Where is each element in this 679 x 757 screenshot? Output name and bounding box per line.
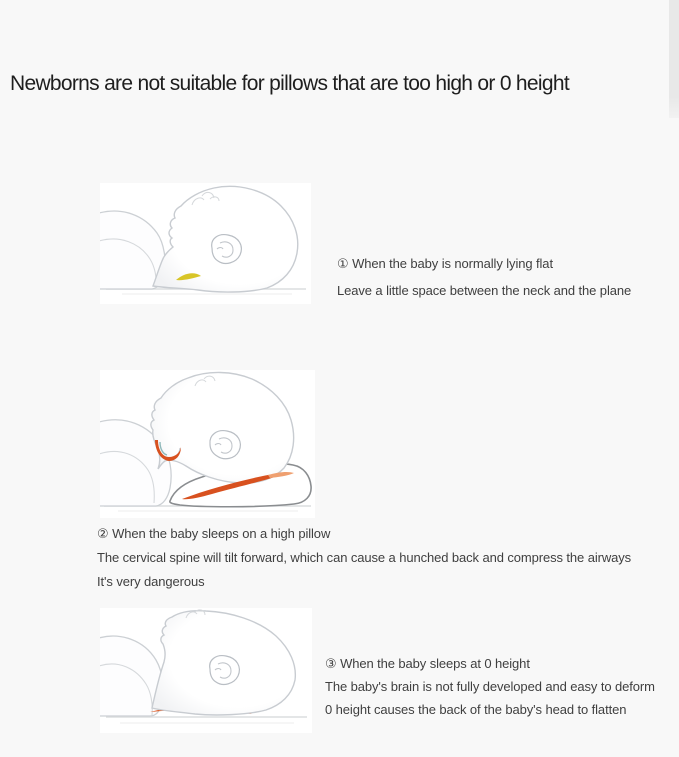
caption-zero-height bbox=[325, 652, 655, 721]
baby-head bbox=[153, 186, 298, 292]
caption-line: ② When the baby sleeps on a high pillow bbox=[97, 526, 331, 541]
caption-line: The baby's brain is not fully developed and easy to deform bbox=[325, 679, 655, 694]
baby-zero-height-drawing bbox=[100, 608, 312, 733]
baby-zero-height-illustration bbox=[100, 608, 312, 733]
caption-line: ③ When the baby sleeps at 0 height bbox=[325, 656, 530, 671]
page-title: Newborns are not suitable for pillows that are too high or 0 height bbox=[10, 72, 569, 95]
baby-high-pillow-drawing bbox=[100, 370, 315, 518]
caption-line: Leave a little space between the neck and the plane bbox=[337, 283, 632, 298]
caption-line: The cervical spine will tilt forward, which can cause a hunched back and compress the airways bbox=[97, 550, 632, 565]
caption-line: 0 height causes the back of the baby's head to flatten bbox=[325, 702, 627, 717]
baby-high-pillow-illustration bbox=[100, 370, 315, 518]
baby-lying-flat-drawing bbox=[100, 183, 311, 304]
caption-line: It's very dangerous bbox=[97, 574, 205, 589]
caption-high-pillow bbox=[97, 522, 631, 594]
caption-line: ① When the baby is normally lying flat bbox=[337, 256, 553, 271]
baby-head bbox=[151, 372, 294, 483]
baby-lying-flat-illustration bbox=[100, 183, 311, 304]
right-edge-strip bbox=[669, 0, 679, 118]
caption-lying-flat bbox=[337, 250, 631, 304]
